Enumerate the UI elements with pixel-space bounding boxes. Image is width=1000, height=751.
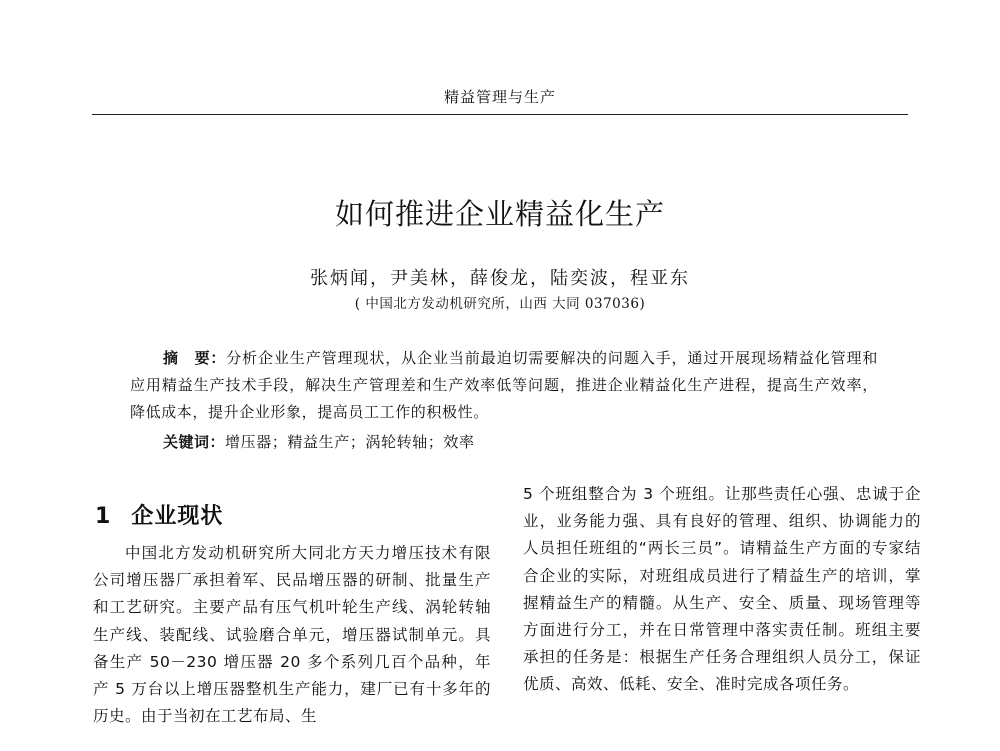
left-column <box>93 540 491 730</box>
section-heading <box>95 499 223 530</box>
section-number: 1 <box>95 504 112 529</box>
author-list: 张炳闻，尹美林，薛俊龙，陆奕波，程亚东 <box>310 268 690 289</box>
abstract <box>130 345 878 426</box>
keywords <box>163 429 475 456</box>
header-rule <box>92 114 908 115</box>
author-affiliation: ( 中国北方发动机研究所，山西 大同 037036) <box>354 296 646 312</box>
keywords-label: 关键词： <box>163 433 226 451</box>
section-title: 企业现状 <box>131 504 224 529</box>
abstract-paragraph <box>130 345 878 426</box>
article-title: 如何推进企业精益化生产 <box>334 197 665 231</box>
keywords-text: 增压器；精益生产；涡轮转轴；效率 <box>225 433 475 451</box>
body-paragraph: 5 个班组整合为 3 个班组。让那些责任心强、忠诚于企业，业务能力强、具有良好的管理、组织、协调能力的人员担任班组的“两长三员”。请精益生产方面的专家结合企业的实际，对班组成员进行了精益生产的培训，掌握精益生产的精髓。从生产、安全、质量、现场管理等方面进行分工，并在日常管理中落实责任制。班组主要承担的任务是：根据生产任务合理组织人员分工，保证优质、高效、低耗、安全、准时完成各项任务。 <box>523 485 921 694</box>
abstract-text: 分析企业生产管理现状，从企业当前最迫切需要解决的问题入手，通过开展现场精益化管理和应用精益生产技术手段，解决生产管理差和生产效率低等问题，推进企业精益化生产进程，提高生产效率，降低成本，提升企业形象，提高员工工作的积极性。 <box>130 349 878 421</box>
body-paragraph: 中国北方发动机研究所大同北方天力增压技术有限公司增压器厂承担着军、民品增压器的研制、批量生产和工艺研究。主要产品有压气机叶轮生产线、涡轮转轴生产线、装配线、试验磨合单元，增压器试制单元。具备生产 50－230 增压器 20 多个系列几百个品种，年产 5 万台以上增压器整机生产能力，建厂已有十多年的历史。由于当初在工艺布局、生 <box>93 544 491 726</box>
abstract-label: 摘 要： <box>163 349 227 367</box>
running-head: 精益管理与生产 <box>443 88 556 106</box>
right-column <box>523 481 921 699</box>
